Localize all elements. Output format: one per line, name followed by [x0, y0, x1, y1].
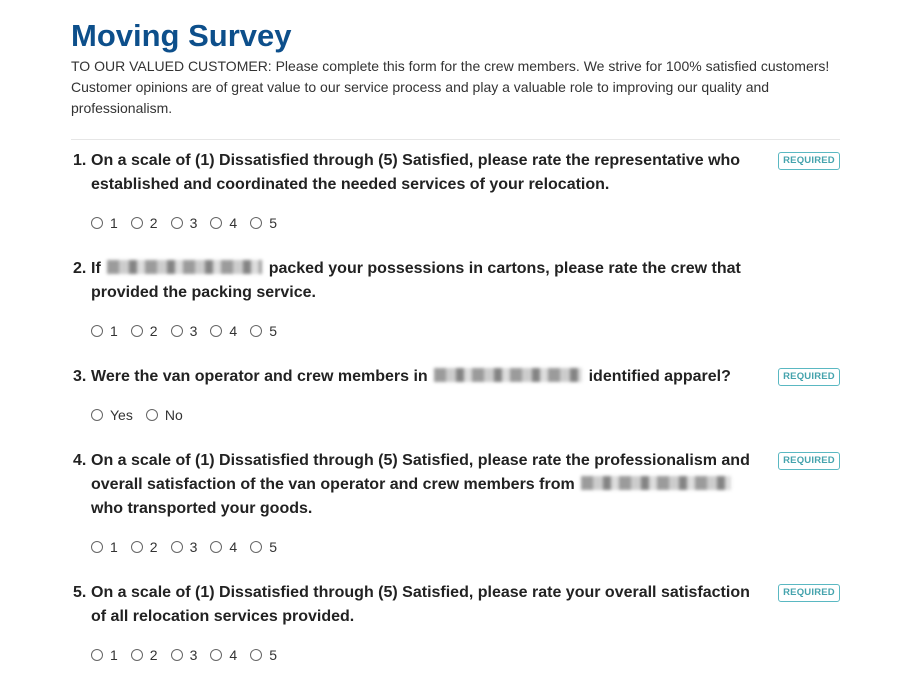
radio-button[interactable] — [171, 325, 183, 337]
question-text-end: who transported your goods. — [91, 500, 313, 517]
redacted-company-name — [581, 476, 731, 490]
question-number: 4. — [73, 452, 87, 469]
question-text-start: If — [91, 260, 101, 277]
radio-button[interactable] — [250, 541, 262, 553]
option-3[interactable]: 3 — [171, 215, 198, 231]
option-1[interactable]: 1 — [91, 539, 118, 555]
option-4[interactable]: 4 — [210, 215, 237, 231]
option-3[interactable]: 3 — [171, 323, 198, 339]
radio-button[interactable] — [250, 649, 262, 661]
question-text-end: identified apparel? — [588, 368, 731, 385]
option-3[interactable]: 3 — [171, 539, 198, 555]
option-4[interactable]: 4 — [210, 323, 237, 339]
redacted-company-name — [434, 368, 582, 382]
question-text-start: Were the van operator and crew members in — [91, 368, 428, 385]
divider — [71, 139, 840, 140]
question-number: 1. — [73, 152, 87, 169]
question-5-options — [91, 646, 290, 664]
question-1-options — [91, 214, 290, 232]
redacted-company-name — [107, 260, 262, 274]
question-number: 5. — [73, 584, 87, 601]
option-1[interactable]: 1 — [91, 215, 118, 231]
radio-button[interactable] — [171, 541, 183, 553]
option-5[interactable]: 5 — [250, 323, 277, 339]
radio-button[interactable] — [91, 541, 103, 553]
required-badge: REQUIRED — [778, 584, 840, 602]
radio-button[interactable] — [210, 649, 222, 661]
question-text: On a scale of (1) Dissatisfied through (5) Satisfied, please rate the representative who established and coordinated the needed services of your relocation. — [91, 152, 741, 193]
radio-button[interactable] — [131, 541, 143, 553]
radio-button[interactable] — [91, 217, 103, 229]
option-2[interactable]: 2 — [131, 647, 158, 663]
radio-button[interactable] — [146, 409, 158, 421]
option-2[interactable]: 2 — [131, 323, 158, 339]
question-4 — [73, 449, 755, 521]
option-4[interactable]: 4 — [210, 539, 237, 555]
radio-button[interactable] — [91, 649, 103, 661]
radio-button[interactable] — [210, 325, 222, 337]
option-no[interactable]: No — [146, 407, 183, 423]
question-2 — [73, 257, 755, 305]
question-3 — [73, 365, 755, 389]
radio-button[interactable] — [210, 217, 222, 229]
radio-button[interactable] — [171, 217, 183, 229]
option-4[interactable]: 4 — [210, 647, 237, 663]
question-text-start: On a scale of (1) Dissatisfied through (5) Satisfied, please rate the professionalism and overall satisfaction of the van operator and crew members from — [91, 452, 750, 493]
question-number: 2. — [73, 260, 87, 277]
page-title: Moving Survey — [71, 18, 292, 53]
required-badge: REQUIRED — [778, 152, 840, 170]
question-text-end: packed your possessions in cartons, please rate the crew that provided the packing service. — [91, 260, 741, 301]
option-2[interactable]: 2 — [131, 215, 158, 231]
radio-button[interactable] — [131, 217, 143, 229]
option-yes[interactable]: Yes — [91, 407, 133, 423]
required-badge: REQUIRED — [778, 452, 840, 470]
radio-button[interactable] — [250, 325, 262, 337]
intro-text: TO OUR VALUED CUSTOMER: Please complete this form for the crew members. We strive for 100% satisfied customers! Customer opinions are of great value to our service process and play a valuable role to improving our quality and professionalism. — [71, 58, 830, 116]
option-3[interactable]: 3 — [171, 647, 198, 663]
radio-button[interactable] — [131, 325, 143, 337]
question-number: 3. — [73, 368, 87, 385]
option-2[interactable]: 2 — [131, 539, 158, 555]
question-4-options — [91, 538, 290, 556]
radio-button[interactable] — [250, 217, 262, 229]
radio-button[interactable] — [131, 649, 143, 661]
option-5[interactable]: 5 — [250, 647, 277, 663]
radio-button[interactable] — [171, 649, 183, 661]
radio-button[interactable] — [91, 409, 103, 421]
option-1[interactable]: 1 — [91, 323, 118, 339]
option-5[interactable]: 5 — [250, 539, 277, 555]
question-1 — [73, 149, 755, 197]
radio-button[interactable] — [210, 541, 222, 553]
question-5 — [73, 581, 755, 629]
question-text: On a scale of (1) Dissatisfied through (5) Satisfied, please rate your overall satisfaction of all relocation services provided. — [91, 584, 750, 625]
radio-button[interactable] — [91, 325, 103, 337]
option-5[interactable]: 5 — [250, 215, 277, 231]
question-3-options — [91, 406, 196, 424]
option-1[interactable]: 1 — [91, 647, 118, 663]
question-2-options — [91, 322, 290, 340]
required-badge: REQUIRED — [778, 368, 840, 386]
